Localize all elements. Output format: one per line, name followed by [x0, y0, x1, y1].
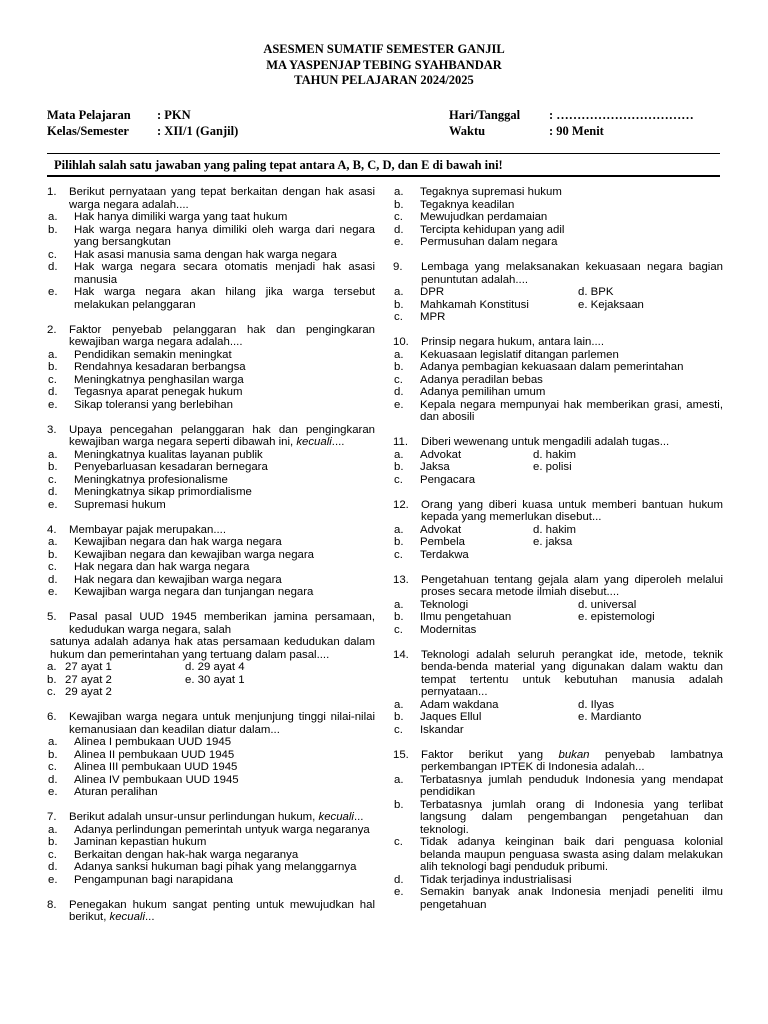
- option-text: Alinea III pembukaan UUD 1945: [74, 761, 238, 773]
- option-text: Kekuasaan legislatif ditangan parlemen: [420, 348, 619, 361]
- option-letter: c.: [394, 623, 403, 636]
- question-text: [421, 749, 723, 774]
- option-text: Hak asasi manusia sama dengan hak warga negara: [74, 248, 337, 261]
- option-letter: a.: [48, 211, 58, 223]
- question-9: [393, 261, 723, 324]
- option-letter: b.: [48, 461, 58, 473]
- option-text: Iskandar: [420, 723, 464, 736]
- answer-option: [393, 774, 723, 799]
- option-letter: c.: [48, 473, 57, 486]
- exam-meta: [47, 108, 727, 139]
- question-5: [47, 611, 375, 699]
- option-list: [393, 774, 723, 912]
- answer-option: [47, 749, 375, 762]
- answer-option: [47, 549, 375, 562]
- question-8: [47, 899, 375, 924]
- option-text: Tidak adanya keinginan baik dari penguasa kolonial belanda maupun penguasa swasta asing dalam melakukan alih teknologi bagi penduduk pribumi.: [420, 836, 723, 873]
- option-letter: b.: [394, 298, 404, 311]
- question-number: 10.: [393, 336, 409, 348]
- option-list: [47, 211, 375, 311]
- question-text: Membayar pajak merupakan....: [69, 523, 227, 536]
- option-text: Pendidikan semakin meningkat: [74, 348, 232, 361]
- option-text: d. hakim: [533, 448, 577, 461]
- option-list: [47, 449, 375, 512]
- answer-option: [47, 224, 375, 249]
- question-number: 14.: [393, 648, 409, 661]
- option-text: e. jaksa: [533, 536, 573, 548]
- question-number: 13.: [393, 573, 409, 586]
- header-title: ASESMEN SUMATIF SEMESTER GANJIL: [263, 42, 505, 56]
- question-text-emphasis: kecuali: [296, 436, 332, 448]
- question-text: [69, 899, 375, 924]
- option-letter: a.: [48, 823, 58, 836]
- option-letter: a.: [394, 698, 404, 711]
- question-text-end: ...: [145, 911, 155, 923]
- question-number: 15.: [393, 748, 409, 761]
- question-number: 9.: [393, 261, 403, 273]
- option-letter: b.: [394, 461, 404, 473]
- option-letter: a.: [394, 448, 404, 461]
- option-text: Hak hanya dimiliki warga yang taat hukum: [74, 211, 288, 223]
- question-text: Berikut pernyataan yang tepat berkaitan dengan hak asasi warga negara adalah....: [69, 186, 375, 211]
- option-letter: c.: [48, 248, 57, 261]
- option-text: d. 29 ayat 4: [185, 661, 245, 673]
- option-text: Penyebarluasan kesadaran bernegara: [74, 461, 268, 473]
- question-8-options: [393, 186, 723, 249]
- option-text: d. hakim: [533, 523, 577, 536]
- option-text: Semakin banyak anak Indonesia menjadi peneliti ilmu pengetahuan: [420, 886, 723, 911]
- option-letter: a.: [48, 736, 58, 748]
- answer-option: [47, 286, 375, 311]
- question-4: [47, 524, 375, 599]
- answer-option: [47, 824, 375, 837]
- option-letter: e.: [394, 886, 404, 898]
- option-text: Jaksa: [420, 461, 450, 473]
- question-number: 2.: [47, 323, 57, 336]
- option-list: [47, 349, 375, 412]
- answer-option: [393, 236, 723, 249]
- option-text: Pembela: [420, 536, 465, 548]
- answer-option: [393, 361, 723, 374]
- question-number: 4.: [47, 523, 57, 536]
- option-text: Meningkatnya penghasilan warga: [74, 373, 244, 386]
- question-15: [393, 749, 723, 912]
- question-text: Prinsip negara hukum, antara lain....: [421, 336, 604, 348]
- option-letter: c.: [394, 548, 403, 561]
- option-text: d. universal: [578, 598, 637, 611]
- answer-option: [47, 349, 375, 362]
- question-text: Diberi wewenang untuk mengadili adalah tugas...: [421, 436, 670, 448]
- option-text: e. 30 ayat 1: [185, 673, 245, 686]
- option-letter: c.: [394, 311, 403, 323]
- option-text: Kewajiban warga negara dan tunjangan negara: [74, 586, 314, 598]
- option-text: Tercipta kehidupan yang adil: [420, 223, 565, 236]
- option-list: [393, 186, 723, 249]
- option-text: Kepala negara mempunyai hak memberikan grasi, amesti, dan abosili: [420, 398, 723, 423]
- option-letter: a.: [394, 348, 404, 361]
- option-letter: b.: [48, 836, 58, 848]
- option-text: Tidak terjadinya industrialisasi: [420, 873, 572, 886]
- option-letter: b.: [394, 711, 404, 723]
- option-text: Adam wakdana: [420, 698, 499, 711]
- answer-option: [393, 199, 723, 212]
- option-letter: b.: [47, 673, 57, 686]
- option-text: Terbatasnya jumlah penduduk Indonesia yang mendapat pendidikan: [420, 773, 723, 798]
- option-text: Jaminan kepastian hukum: [74, 836, 207, 848]
- question-10: [393, 336, 723, 424]
- answer-option: [47, 774, 375, 787]
- option-text: 29 ayat 2: [65, 686, 112, 698]
- option-letter: a.: [394, 186, 404, 198]
- question-text: Teknologi adalah seluruh perangkat ide, metode, teknik benda-benda material yang digunakan dalam waktu dan tempat tertentu untuk kebutuhan manusia adalah pernyataan...: [421, 648, 723, 698]
- question-number: 11.: [393, 436, 408, 448]
- question-text: Lembaga yang melaksanakan kekuasaan negara bagian penuntutan adalah....: [421, 261, 723, 286]
- question-number: 12.: [393, 498, 409, 511]
- option-text: Mahkamah Konstitusi: [420, 298, 529, 311]
- option-letter: d.: [48, 573, 58, 586]
- question-text: Orang yang diberi kuasa untuk memberi bantuan hukum kepada yang memerlukan disebut...: [421, 498, 723, 523]
- option-text: Hak negara dan hak warga negara: [74, 561, 250, 573]
- option-letter: a.: [48, 348, 58, 361]
- option-text: Tegaknya keadilan: [420, 198, 515, 211]
- option-text: Alinea II pembukaan UUD 1945: [74, 748, 235, 761]
- question-11: [393, 436, 723, 486]
- option-letter: d.: [48, 261, 58, 273]
- answer-option: [393, 886, 723, 911]
- subject-value: : PKN: [157, 108, 191, 122]
- option-text: e. epistemologi: [578, 611, 655, 623]
- option-text: d. Ilyas: [578, 698, 615, 711]
- answer-option: [393, 874, 723, 887]
- option-letter: c.: [47, 686, 56, 698]
- answer-option: [47, 211, 375, 224]
- option-text: Permusuhan dalam negara: [420, 236, 558, 248]
- answer-option: [47, 836, 375, 849]
- question-text-continued: satunya adalah adanya hak atas persamaan kedudukan dalam hukum dan pemerintahan yang tertuang dalam pasal....: [50, 636, 375, 661]
- answer-option: [47, 849, 375, 862]
- question-number: 8.: [47, 898, 57, 911]
- option-letter: a.: [394, 598, 404, 611]
- option-letter: b.: [394, 611, 404, 623]
- option-letter: e.: [48, 786, 58, 798]
- option-text: Supremasi hukum: [74, 498, 166, 511]
- answer-option: [393, 349, 723, 362]
- option-letter: a.: [394, 773, 404, 786]
- option-text: DPR: [420, 286, 445, 298]
- option-letter: c.: [394, 723, 403, 736]
- option-letter: b.: [48, 748, 58, 761]
- option-letter: e.: [48, 586, 58, 598]
- answer-option: [47, 461, 375, 474]
- option-letter: e.: [48, 498, 58, 511]
- answer-option: [393, 836, 723, 874]
- option-letter: e.: [48, 873, 58, 886]
- option-text: Alinea IV pembukaan UUD 1945: [74, 773, 239, 786]
- question-text-emphasis: kecuali: [318, 811, 354, 823]
- option-text: Hak warga negara hanya dimiliki oleh warga dari negara yang bersangkutan: [74, 223, 375, 248]
- option-text: e. Mardianto: [578, 711, 642, 723]
- question-text: Faktor penyebab pelanggaran hak dan pengingkaran kewajiban warga negara adalah....: [69, 323, 375, 348]
- answer-option: [47, 261, 375, 286]
- option-text: Mewujudkan perdamaian: [420, 211, 548, 223]
- option-text: Adanya perlindungan pemerintah untyuk warga negaranya: [74, 823, 370, 836]
- option-text: Advokat: [420, 448, 462, 461]
- option-letter: d.: [48, 386, 58, 398]
- question-text: [69, 811, 375, 824]
- answer-option: [393, 186, 723, 199]
- option-letter: d.: [48, 861, 58, 873]
- option-letter: b.: [48, 548, 58, 561]
- option-list: [47, 536, 375, 599]
- question-3: [47, 424, 375, 512]
- option-text: Meningkatnya profesionalisme: [74, 473, 228, 486]
- option-list: [47, 824, 375, 887]
- answer-option: [47, 536, 375, 549]
- option-text: Berkaitan dengan hak-hak warga negaranya: [74, 848, 299, 861]
- option-text: Tegasnya aparat penegak hukum: [74, 386, 243, 398]
- option-letter: c.: [394, 473, 403, 486]
- option-grid: [393, 449, 723, 487]
- option-text: d. BPK: [578, 286, 614, 298]
- answer-option: [47, 386, 375, 399]
- answer-option: [47, 761, 375, 774]
- option-grid: [393, 599, 723, 637]
- option-letter: a.: [48, 536, 58, 548]
- option-letter: b.: [394, 198, 404, 211]
- answer-option: [47, 736, 375, 749]
- answer-option: [47, 486, 375, 499]
- answer-option: [47, 561, 375, 574]
- option-text: Meningkatnya kualitas layanan publik: [74, 448, 263, 461]
- question-text-end: penyebab lambatnya perkembangan IPTEK di Indonesia adalah...: [421, 748, 723, 773]
- option-letter: e.: [394, 398, 404, 411]
- answer-option: [47, 586, 375, 599]
- question-text-end: ...: [353, 811, 364, 823]
- question-number: 1.: [47, 186, 57, 198]
- option-list: [393, 349, 723, 424]
- question-number: 3.: [47, 423, 57, 436]
- question-text: [69, 424, 375, 449]
- question-text-emphasis: bukan: [558, 748, 590, 761]
- right-column: [393, 186, 723, 924]
- option-grid: [393, 286, 723, 324]
- option-letter: c.: [394, 373, 403, 386]
- option-text: Hak warga negara akan hilang jika warga tersebut melakukan pelanggaran: [74, 286, 375, 311]
- date-label: Hari/Tanggal: [449, 108, 521, 122]
- option-text: Tegaknya supremasi hukum: [420, 186, 562, 198]
- option-letter: b.: [394, 361, 404, 373]
- option-text: Meningkatnya sikap primordialisme: [74, 486, 252, 498]
- option-grid: [47, 661, 375, 699]
- option-letter: b.: [48, 223, 58, 236]
- option-list: [47, 736, 375, 799]
- option-grid: [393, 699, 723, 737]
- question-number: 6.: [47, 711, 57, 723]
- option-text: Hak warga negara secara otomatis menjadi hak asasi manusia: [74, 261, 375, 286]
- option-letter: c.: [48, 848, 57, 861]
- option-text: MPR: [420, 311, 446, 323]
- option-letter: a.: [48, 448, 58, 461]
- option-text: e. Kejaksaan: [578, 298, 644, 311]
- answer-option: [393, 386, 723, 399]
- option-letter: c.: [48, 561, 57, 573]
- question-text-main: Berikut adalah unsur-unsur perlindungan hukum,: [69, 811, 316, 823]
- option-text: Adanya peradilan bebas: [420, 373, 543, 386]
- option-text: Adanya pemilihan umum: [420, 386, 546, 398]
- question-14: [393, 649, 723, 737]
- question-2: [47, 324, 375, 412]
- option-letter: b.: [394, 798, 404, 811]
- exam-header: [0, 42, 768, 89]
- option-letter: d.: [48, 486, 58, 498]
- option-text: Ilmu pengetahuan: [420, 611, 512, 623]
- answer-option: [47, 874, 375, 887]
- option-letter: a.: [394, 286, 404, 298]
- answer-option: [47, 861, 375, 874]
- question-number: 5.: [47, 611, 57, 623]
- option-text: Terdakwa: [420, 548, 469, 561]
- time-label: Waktu: [449, 123, 486, 138]
- option-letter: d.: [48, 773, 58, 786]
- option-letter: a.: [394, 523, 404, 536]
- answer-option: [47, 786, 375, 799]
- question-text: Pasal pasal UUD 1945 memberikan jamina persamaan, kedudukan warga negara, salah: [69, 611, 375, 636]
- option-letter: e.: [394, 236, 404, 248]
- option-letter: c.: [394, 211, 403, 223]
- option-text: 27 ayat 2: [65, 673, 112, 686]
- option-text: Pengacara: [420, 473, 476, 486]
- option-text: Terbatasnya jumlah orang di Indonesia yang terlibat langsung dalam pengembangan pengetahuan dan teknologi.: [420, 798, 723, 836]
- question-text: Pengetahuan tentang gejala alam yang diperoleh melalui proses secara metode ilmiah disebut....: [421, 573, 723, 598]
- option-letter: c.: [48, 373, 57, 386]
- option-text: Modernitas: [420, 623, 477, 636]
- answer-option: [47, 499, 375, 512]
- option-text: Jaques Ellul: [420, 711, 482, 723]
- option-text: Teknologi: [420, 598, 469, 611]
- option-letter: d.: [394, 386, 404, 398]
- subject-label: Mata Pelajaran: [47, 108, 131, 122]
- date-value: : ……………………………: [549, 108, 694, 122]
- option-text: Advokat: [420, 523, 462, 536]
- question-1: [47, 186, 375, 311]
- question-text-main: Penegakan hukum sangat penting untuk mewujudkan hal berikut,: [69, 898, 375, 923]
- question-7: [47, 811, 375, 886]
- option-text: Kewajiban negara dan kewajiban warga negara: [74, 548, 315, 561]
- question-number: 7.: [47, 811, 57, 823]
- option-letter: e.: [48, 398, 58, 411]
- option-text: 27 ayat 1: [65, 661, 112, 673]
- answer-option: [393, 799, 723, 837]
- question-text-end: ....: [331, 436, 345, 448]
- question-text: Kewajiban warga negara untuk menjunjung tinggi nilai-nilai kemanusiaan dan keadilan diatur dalam...: [69, 711, 375, 736]
- answer-option: [47, 374, 375, 387]
- option-text: e. polisi: [533, 461, 572, 473]
- answer-option: [47, 399, 375, 412]
- option-letter: a.: [47, 661, 57, 673]
- header-year: TAHUN PELAJARAN 2024/2025: [294, 73, 474, 87]
- answer-option: [47, 474, 375, 487]
- answer-option: [47, 361, 375, 374]
- option-letter: c.: [48, 761, 57, 773]
- option-grid: [393, 524, 723, 562]
- option-text: Alinea I pembukaan UUD 1945: [74, 736, 232, 748]
- question-6: [47, 711, 375, 799]
- option-letter: b.: [48, 361, 58, 373]
- question-text-main: Upaya pencegahan pelanggaran hak dan pengingkaran kewajiban warga negara seperti dibawah ini,: [69, 423, 375, 448]
- option-text: Aturan peralihan: [74, 786, 158, 798]
- option-letter: d.: [394, 223, 404, 236]
- answer-option: [393, 224, 723, 237]
- header-school: MA YASPENJAP TEBING SYAHBANDAR: [266, 57, 502, 72]
- time-value: : 90 Menit: [549, 123, 604, 138]
- option-text: Adanya pembagian kekuasaan dalam pemerintahan: [420, 361, 684, 373]
- option-text: Sikap toleransi yang berlebihan: [74, 398, 233, 411]
- answer-option: [47, 249, 375, 262]
- option-text: Hak negara dan kewajiban warga negara: [74, 573, 282, 586]
- answer-option: [393, 374, 723, 387]
- question-text-emphasis: kecuali: [109, 911, 145, 923]
- question-13: [393, 574, 723, 637]
- instruction: Pilihlah salah satu jawaban yang paling tepat antara A, B, C, D, dan E di bawah ini!: [47, 153, 720, 177]
- answer-option: [47, 449, 375, 462]
- option-letter: d.: [394, 873, 404, 886]
- option-text: Kewajiban negara dan hak warga negara: [74, 536, 282, 548]
- option-text: Adanya sanksi hukuman bagi pihak yang melanggarnya: [74, 861, 357, 873]
- option-letter: c.: [394, 836, 403, 848]
- left-column: [47, 186, 375, 936]
- answer-option: [47, 574, 375, 587]
- option-letter: b.: [394, 536, 404, 548]
- option-text: Pengampunan bagi narapidana: [74, 873, 233, 886]
- class-label: Kelas/Semester: [47, 123, 129, 138]
- question-text-main: Faktor berikut yang: [421, 748, 544, 761]
- option-letter: e.: [48, 286, 58, 298]
- answer-option: [393, 399, 723, 424]
- answer-option: [393, 211, 723, 224]
- class-value: : XII/1 (Ganjil): [157, 123, 239, 138]
- question-12: [393, 499, 723, 562]
- option-text: Rendahnya kesadaran berbangsa: [74, 361, 246, 373]
